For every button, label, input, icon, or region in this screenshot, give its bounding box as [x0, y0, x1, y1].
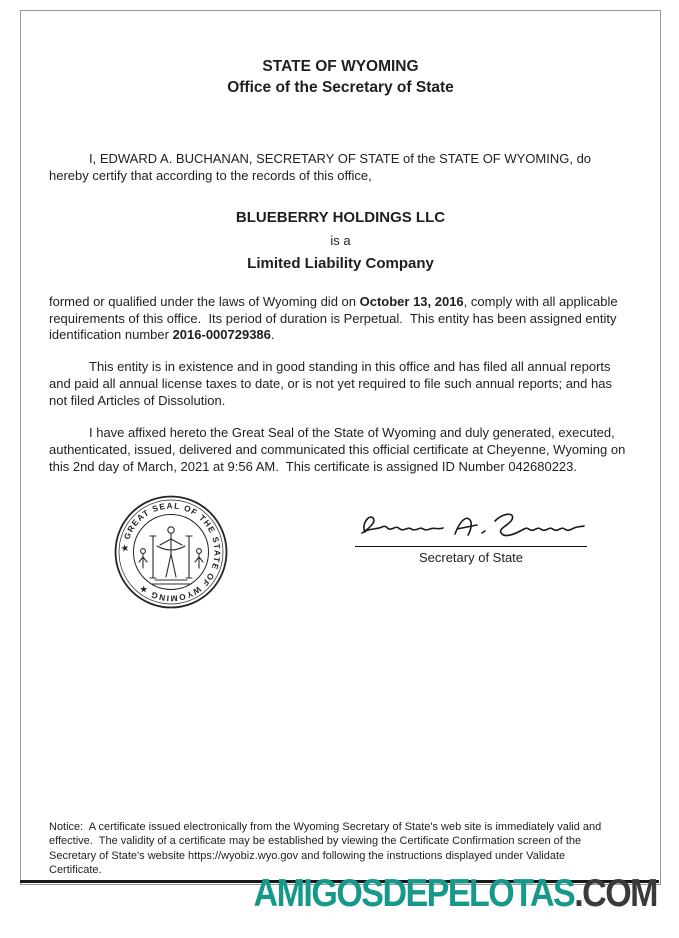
notice-text: Notice: A certificate issued electronically from the Wyoming Secretary of State's web site is immediately valid and effective. The validity of a certificate may be established by viewing the Certificate Confirmation screen of the Secretary of State's website https://wyobiz.wyo.gov and following the instructions displayed under Validate Certificate.	[49, 820, 605, 877]
watermark-suffix: .COM	[574, 871, 657, 916]
formation-paragraph	[49, 294, 632, 345]
certificate-header	[49, 57, 632, 99]
seal-and-signature-row	[49, 494, 632, 610]
intro-paragraph: I, EDWARD A. BUCHANAN, SECRETARY OF STATE of the STATE OF WYOMING, do hereby certify that according to the records of this office,	[49, 150, 595, 183]
seal-rim-text: ★ GREAT SEAL OF THE STATE OF WYOMING ★	[119, 500, 223, 604]
signature-line	[355, 546, 587, 547]
entity-id-number: 2016-000729386	[172, 327, 271, 343]
formation-text-1: formed or qualified under the laws of Wyoming did on	[49, 293, 360, 309]
entity-type: Limited Liability Company	[247, 254, 434, 272]
formation-text-2: , comply with all applicable requirements of this office. Its period of duration is Perpetual. This entity has been assigned entity identification number	[49, 293, 622, 343]
certificate-content	[21, 11, 660, 610]
attestation-paragraph: I have affixed hereto the Great Seal of the State of Wyoming and duly generated, executed, authenticated, issued, delivered and communicated this official certificate at Cheyenne, Wyoming on this 2nd day of March, 2021 at 9:56 AM. This certificate is assigned ID Number 042680223.	[49, 424, 629, 474]
formation-date: October 13, 2016	[359, 293, 464, 309]
secretary-signature	[355, 506, 587, 546]
watermark	[253, 871, 657, 916]
seal-emblem	[139, 526, 203, 583]
entity-block	[49, 209, 632, 272]
formation-text-3: .	[270, 327, 275, 343]
entity-name: BLUEBERRY HOLDINGS LLC	[235, 208, 446, 226]
wyoming-state-seal	[113, 494, 229, 610]
entity-connector: is a	[330, 232, 351, 248]
watermark-main: AMIGOSDEPELOTAS	[253, 871, 575, 916]
state-title: STATE OF WYOMING	[262, 58, 419, 75]
certificate-page	[20, 10, 661, 885]
signature-label: Secretary of State	[418, 549, 524, 565]
signature-block	[355, 506, 587, 565]
good-standing-paragraph: This entity is in existence and in good standing in this office and has filed all annual reports and paid all annual license taxes to date, or is not yet required to file such annual reports; and has not filed Articles of Dissolution.	[49, 359, 616, 409]
office-subtitle: Office of the Secretary of State	[227, 78, 454, 96]
